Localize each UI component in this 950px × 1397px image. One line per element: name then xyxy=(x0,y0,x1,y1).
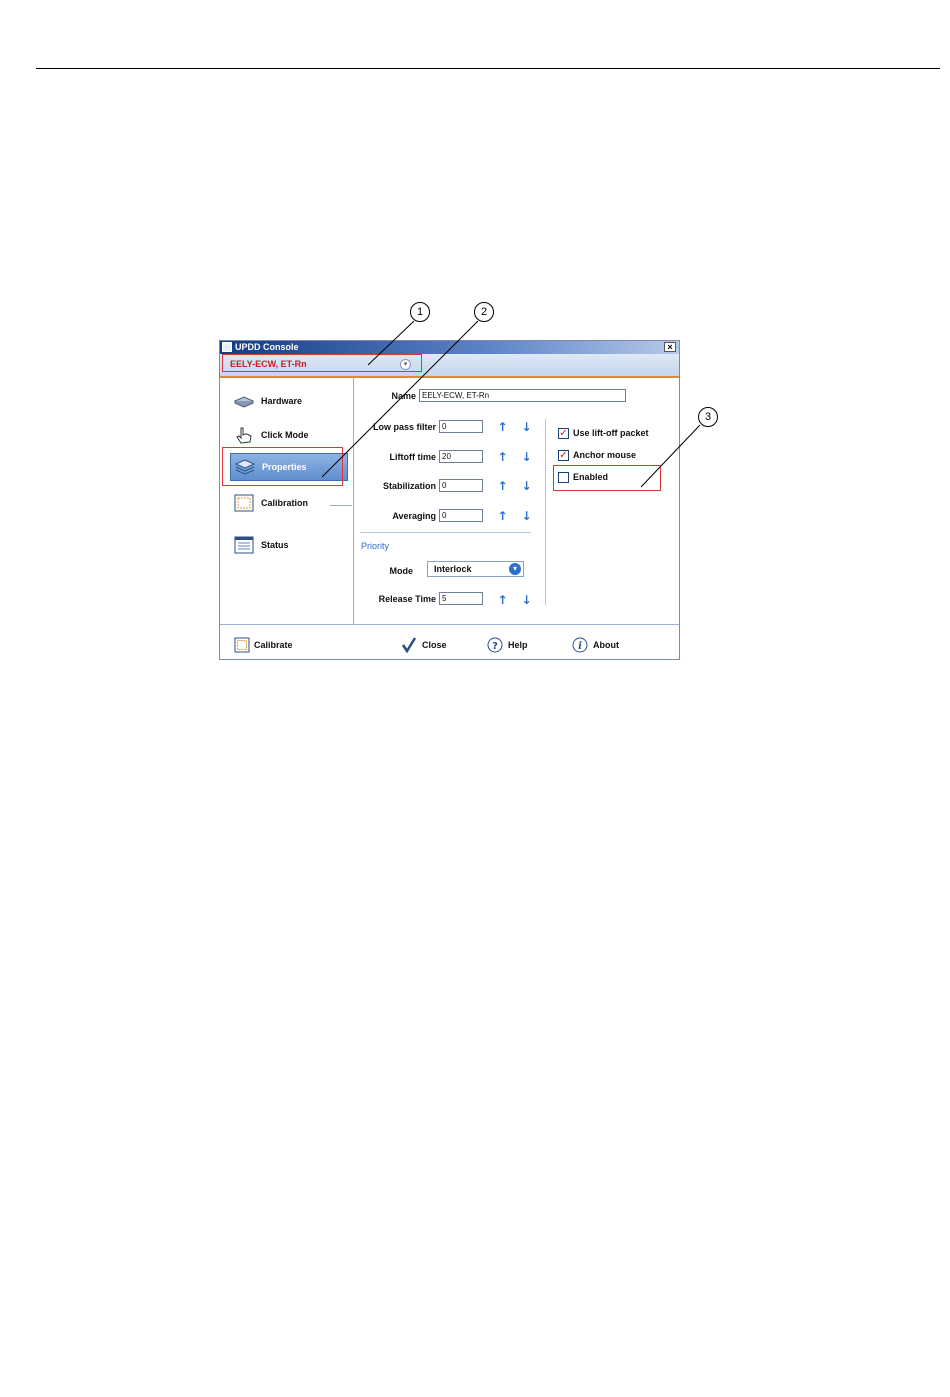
averaging-label: Averaging xyxy=(392,511,436,521)
anchor-mouse-label: Anchor mouse xyxy=(573,450,637,460)
close-window-button[interactable]: × xyxy=(664,342,676,352)
increase-arrow-icon[interactable]: ↑ xyxy=(497,420,508,434)
priority-group-title: Priority xyxy=(361,541,390,551)
name-field[interactable]: EELY-ECW, ET-Rn xyxy=(419,389,626,402)
use-lift-off-packet-checkbox[interactable]: ✓ xyxy=(559,428,568,439)
release-time-field[interactable]: 5 xyxy=(439,592,483,605)
callout-number-1: 1 xyxy=(410,302,430,322)
release-time-label: Release Time xyxy=(378,594,436,604)
use-lift-off-packet-label: Use lift-off packet xyxy=(573,428,649,438)
window-title: UPDD Console xyxy=(235,342,299,352)
increase-arrow-icon[interactable]: ↑ xyxy=(497,450,508,464)
mode-label: Mode xyxy=(389,566,413,576)
decrease-arrow-icon[interactable]: ↓ xyxy=(521,479,532,493)
anchor-mouse-checkbox[interactable]: ✓ xyxy=(559,450,568,461)
decrease-arrow-icon[interactable]: ↓ xyxy=(521,420,532,434)
increase-arrow-icon[interactable]: ↑ xyxy=(497,593,508,607)
low-pass-filter-field[interactable]: 0 xyxy=(439,420,483,433)
decrease-arrow-icon[interactable]: ↓ xyxy=(521,593,532,607)
sidebar-item-label: Properties xyxy=(262,462,307,472)
close-label: Close xyxy=(422,640,447,650)
sidebar-item-label: Hardware xyxy=(261,396,303,406)
about-label: About xyxy=(593,640,619,650)
chevron-down-icon[interactable]: ▾ xyxy=(400,359,411,370)
callout-number-3: 3 xyxy=(698,407,718,427)
sidebar-item-label: Status xyxy=(261,540,289,550)
sidebar-item-label: Calibration xyxy=(261,498,309,508)
help-label: Help xyxy=(508,640,528,650)
enabled-label: Enabled xyxy=(573,472,609,482)
sidebar-item-label: Click Mode xyxy=(261,430,309,440)
mode-value: Interlock xyxy=(434,564,472,574)
stabilization-field[interactable]: 0 xyxy=(439,479,483,492)
calibrate-label: Calibrate xyxy=(254,640,293,650)
low-pass-filter-label: Low pass filter xyxy=(372,422,436,432)
svg-text:i: i xyxy=(578,641,582,652)
liftoff-time-label: Liftoff time xyxy=(389,452,436,462)
callout-number-2: 2 xyxy=(474,302,494,322)
increase-arrow-icon[interactable]: ↑ xyxy=(497,479,508,493)
name-label: Name xyxy=(391,391,416,401)
device-name: EELY-ECW, ET-Rn xyxy=(230,359,307,369)
chevron-down-icon[interactable]: ▾ xyxy=(509,563,521,575)
liftoff-time-field[interactable]: 20 xyxy=(439,450,483,463)
stabilization-label: Stabilization xyxy=(382,481,436,491)
decrease-arrow-icon[interactable]: ↓ xyxy=(521,509,532,523)
increase-arrow-icon[interactable]: ↑ xyxy=(497,509,508,523)
decrease-arrow-icon[interactable]: ↓ xyxy=(521,450,532,464)
svg-text:?: ? xyxy=(492,641,498,652)
averaging-field[interactable]: 0 xyxy=(439,509,483,522)
